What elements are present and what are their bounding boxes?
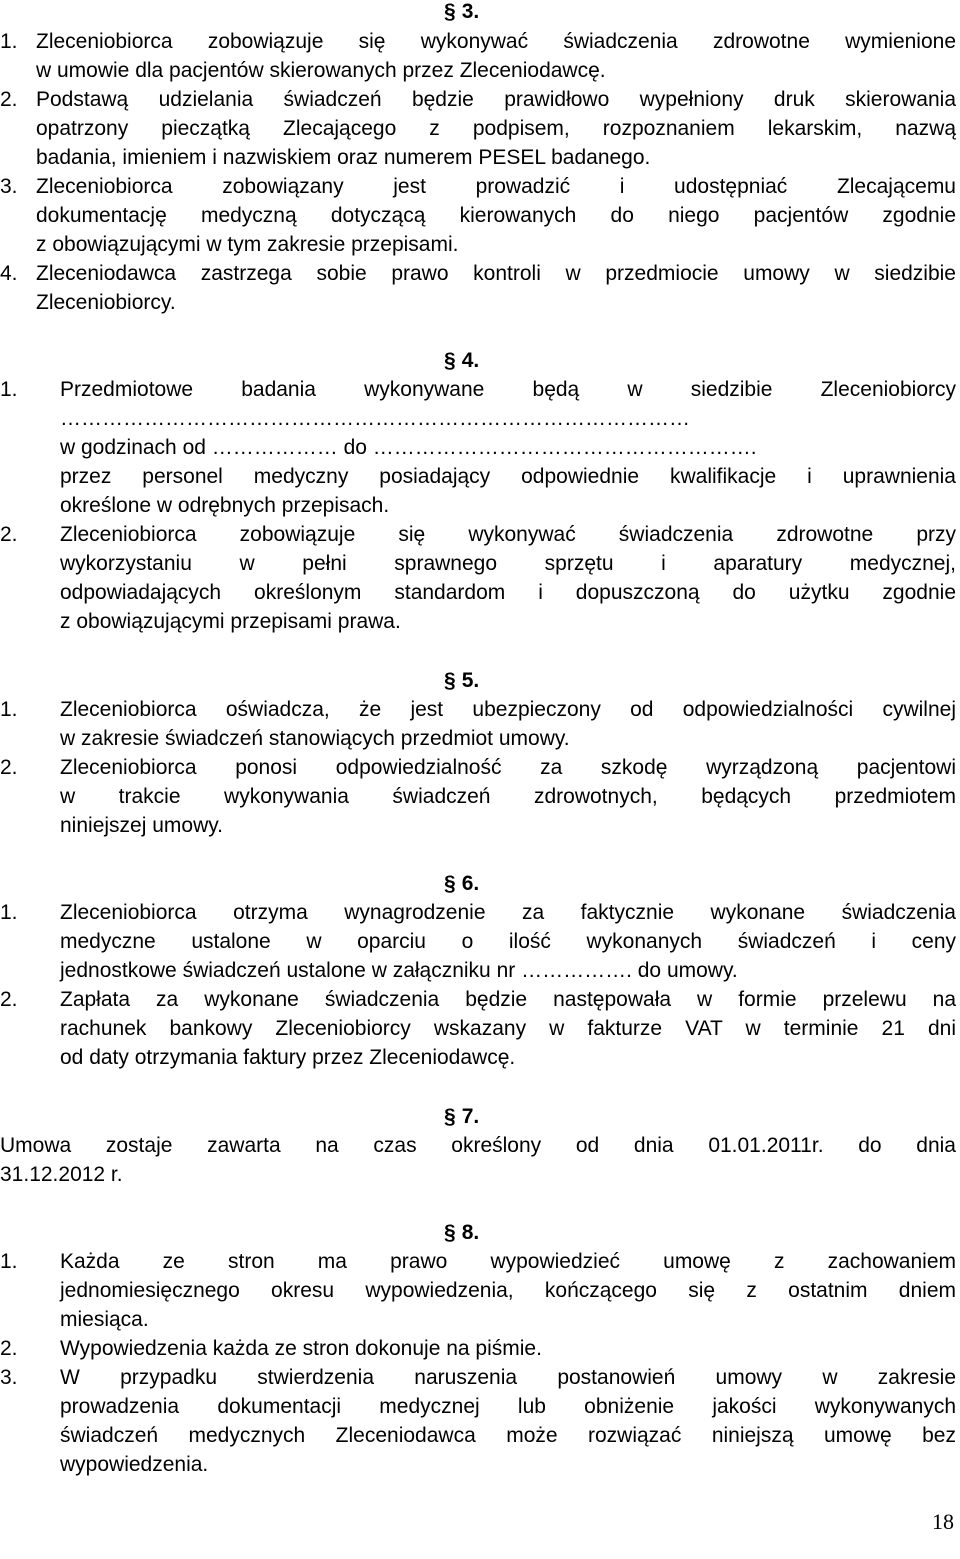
section-heading-8: § 8. — [444, 1221, 480, 1244]
section-heading-6: § 6. — [444, 872, 480, 895]
s4-item-1: 1. Przedmiotowe badania wykonywane będą w siedzibie Zleceniobiorcy ……………………………………………………………………………… w godzinach od ……………… do ………………………………………………. przez personel medyczny posiadający odpowiednie kwalifikacje i uprawnienia określone w odrębnych przepisach. — [0, 378, 956, 517]
section-symbol: § — [444, 872, 456, 895]
s5-item-2: 2. Zleceniobiorca ponosi odpowiedzialność za szkodę wyrządzoną pacjentowi w trakcie wykonywania świadczeń zdrowotnych, będących przedmiotem niniejszej umowy. — [0, 756, 956, 837]
s8-item-3: 3. W przypadku stwierdzenia naruszenia postanowień umowy w zakresie prowadzenia dokumentacji medycznej lub obniżenie jakości wykonywanych świadczeń medycznych Zleceniodawca może rozwiązać niniejszą umowę bez wypowiedzenia. — [0, 1366, 956, 1476]
s8-item-1: 1. Każda ze stron ma prawo wypowiedzieć umowę z zachowaniem jednomiesięcznego okresu wypowiedzenia, kończącego się z ostatnim dniem miesiąca. — [0, 1250, 956, 1331]
section-heading-4: § 4. — [444, 349, 480, 372]
section-symbol: § — [444, 349, 456, 372]
section-symbol: § — [444, 1221, 456, 1244]
s7-paragraph: Umowa zostaje zawarta na czas określony od dnia 01.01.2011r. do dnia 31.12.2012 r. — [0, 1134, 956, 1186]
section-symbol: § — [444, 1105, 456, 1128]
s3-item-3: 3. Zleceniobiorca zobowiązany jest prowadzić i udostępniać Zlecającemu dokumentację medyczną dotyczącą kierowanych do niego pacjentów zgodnie z obowiązującymi w tym zakresie przepisami. — [0, 175, 956, 256]
s3-item-1: 1. Zleceniobiorca zobowiązuje się wykonywać świadczenia zdrowotne wymienione w umowie dla pacjentów skierowanych przez Zleceniodawcę. — [0, 30, 956, 82]
s8-item-2: 2. Wypowiedzenia każda ze stron dokonuje na piśmie. — [0, 1337, 542, 1360]
s4-item-2: 2. Zleceniobiorca zobowiązuje się wykonywać świadczenia zdrowotne przy wykorzystaniu w pełni sprawnego sprzętu i aparatury medycznej, odpowiadających określonym standardom i dopuszczoną do użytku zgodnie z obowiązującymi przepisami prawa. — [0, 523, 956, 633]
section-heading-7: § 7. — [444, 1105, 480, 1128]
section-symbol: § — [444, 669, 456, 692]
s3-item-2: 2. Podstawą udzielania świadczeń będzie prawidłowo wypełniony druk skierowania opatrzony pieczątką Zlecającego z podpisem, rozpoznaniem lekarskim, nazwą badania, imieniem i nazwiskiem oraz numerem PESEL badanego. — [0, 88, 956, 169]
section-heading-5: § 5. — [444, 669, 480, 692]
s6-item-1: 1. Zleceniobiorca otrzyma wynagrodzenie za faktycznie wykonane świadczenia medyczne ustalone w oparciu o ilość wykonanych świadczeń i ceny jednostkowe świadczeń ustalone w załączniku nr ……………. do umowy. — [0, 901, 956, 982]
section-heading-3: § 3. — [444, 0, 480, 23]
s5-item-1: 1. Zleceniobiorca oświadcza, że jest ubezpieczony od odpowiedzialności cywilnej w zakresie świadczeń stanowiących przedmiot umowy. — [0, 698, 956, 750]
s6-item-2: 2. Zapłata za wykonane świadczenia będzie następowała w formie przelewu na rachunek bankowy Zleceniobiorcy wskazany w fakturze VAT w terminie 21 dni od daty otrzymania faktury przez Zleceniodawcę. — [0, 988, 956, 1069]
s3-item-4: 4. Zleceniodawca zastrzega sobie prawo kontroli w przedmiocie umowy w siedzibie Zleceniobiorcy. — [0, 262, 956, 314]
section-symbol: § — [444, 0, 456, 23]
page-number: 18 — [932, 1509, 954, 1534]
